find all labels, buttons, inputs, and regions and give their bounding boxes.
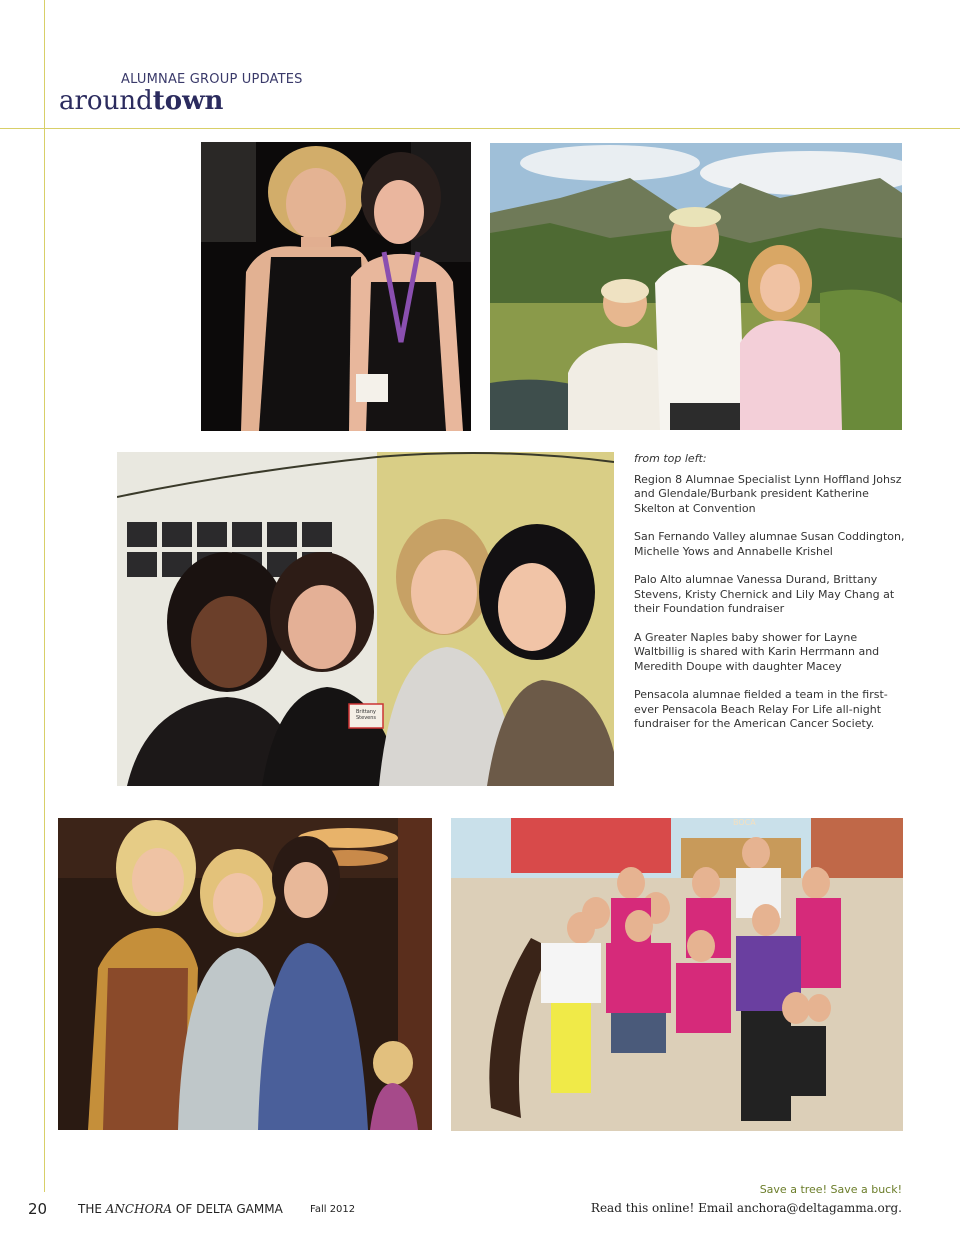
magazine-name	[78, 1202, 283, 1216]
save-tree-text: Save a tree! Save a buck!	[759, 1183, 902, 1196]
issue-date: Fall 2012	[310, 1204, 356, 1215]
photo-captions	[634, 452, 910, 746]
magazine-italic: ANCHORA	[105, 1202, 173, 1216]
vertical-rule	[44, 0, 45, 1192]
name-tag: Brittany Stevens	[355, 709, 377, 721]
page-title	[59, 88, 223, 114]
photo-fundraiser	[117, 452, 614, 786]
horizontal-rule	[0, 128, 960, 129]
caption-item: A Greater Naples baby shower for Layne Waltbillig is shared with Karin Herrmann and Meredith Doupe with daughter Macey	[634, 630, 880, 673]
caption-item: Palo Alto alumnae Vanessa Durand, Brittany Stevens, Kristy Chernick and Lily May Chang at their Foundation fundraiser	[634, 573, 895, 615]
photo-baby-shower	[58, 818, 432, 1130]
photo-convention	[201, 142, 471, 431]
caption-lead: from top left:	[634, 452, 707, 465]
title-bold: town	[152, 86, 224, 116]
title-light: around	[59, 86, 153, 116]
sign-text: BOCA	[733, 818, 756, 827]
photo-hiking	[490, 143, 902, 430]
magazine-suffix: OF DELTA GAMMA	[172, 1202, 283, 1216]
caption-item: Region 8 Alumnae Specialist Lynn Hoffland Johsz and Glendale/Burbank president Katherine Skelton at Convention	[634, 472, 902, 515]
section-label: ALUMNAE GROUP UPDATES	[121, 72, 303, 87]
caption-item: San Fernando Valley alumnae Susan Coddington, Michelle Yows and Annabelle Krishel	[634, 530, 905, 558]
magazine-prefix: THE	[78, 1202, 106, 1216]
read-online-text: Read this online! Email anchora@deltagamma.org.	[590, 1201, 902, 1215]
caption-item: Pensacola alumnae fielded a team in the first-ever Pensacola Beach Relay For Life all-night fundraiser for the American Cancer Society.	[634, 688, 888, 730]
photo-relay-for-life	[451, 818, 903, 1131]
page-number: 20	[28, 1200, 48, 1218]
